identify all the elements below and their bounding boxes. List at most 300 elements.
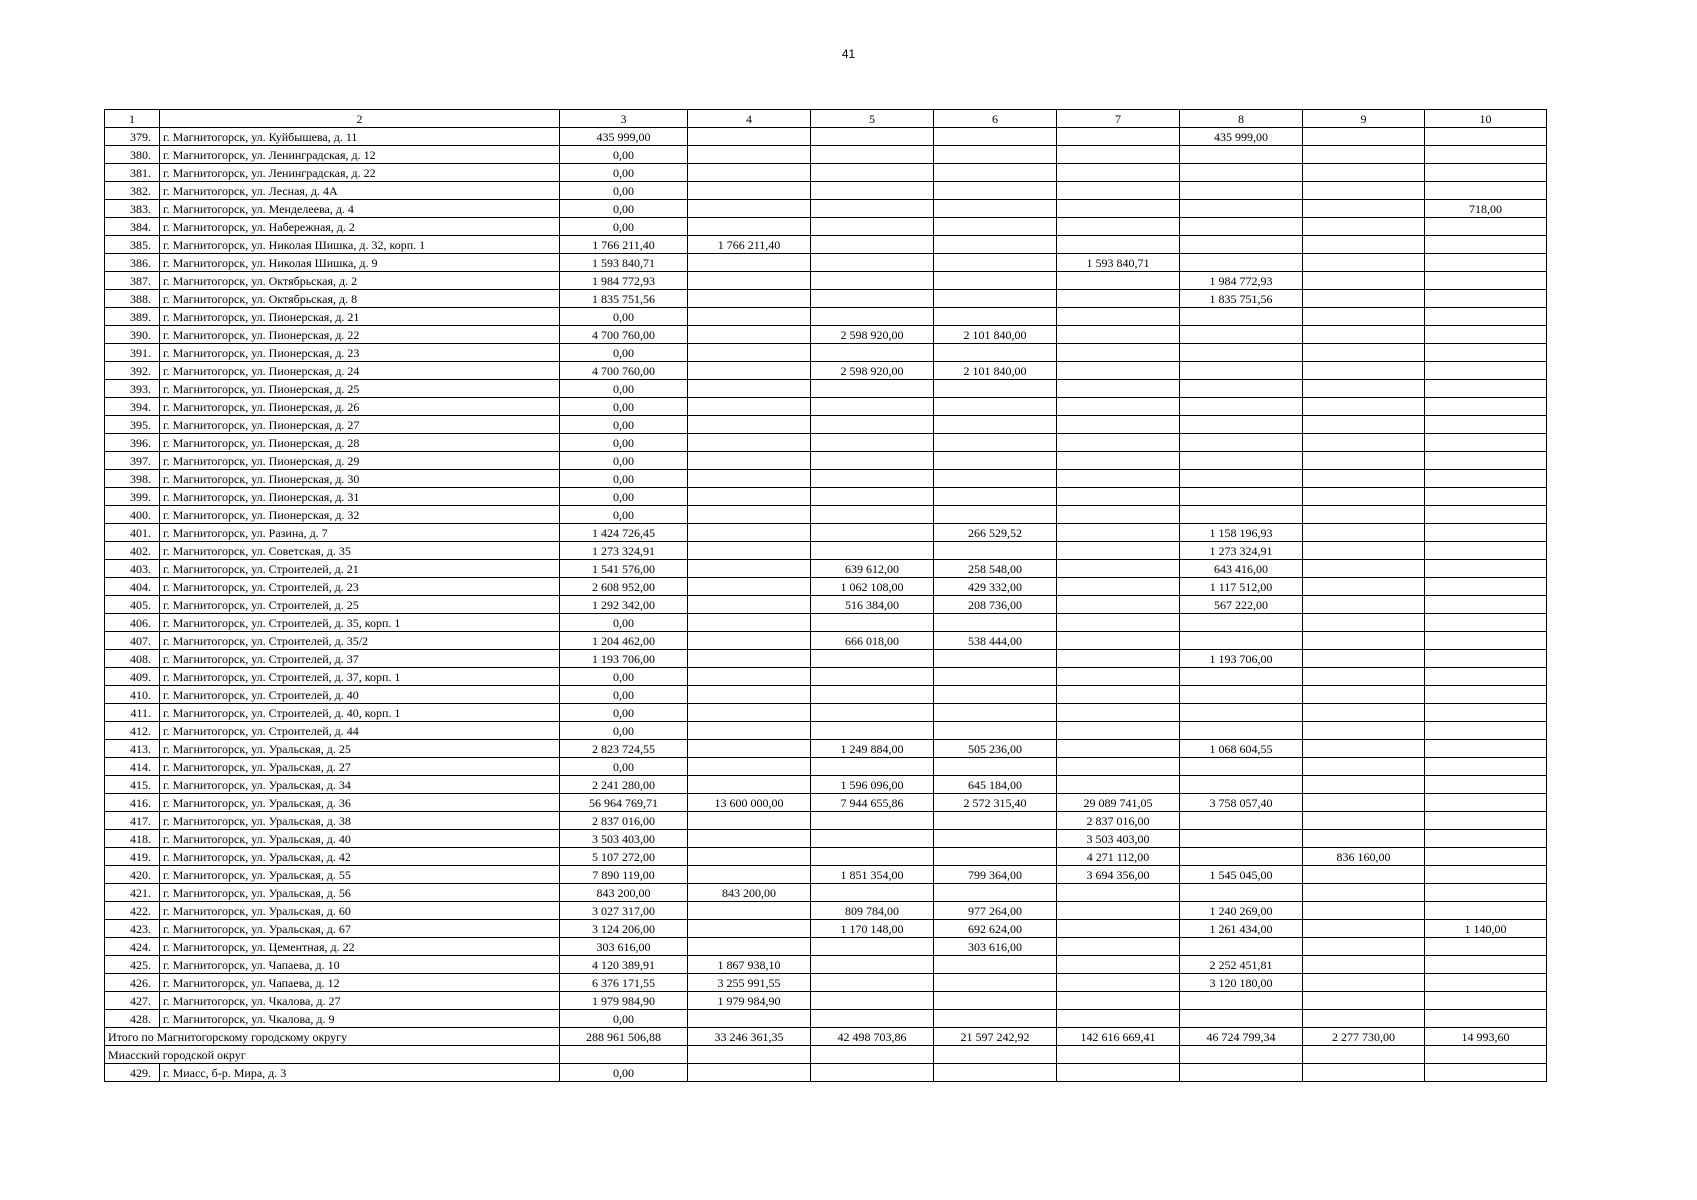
amount-cell bbox=[1057, 308, 1180, 326]
amount-cell: 2 572 315,40 bbox=[934, 794, 1057, 812]
amount-cell: 3 027 317,00 bbox=[560, 902, 688, 920]
table-row bbox=[105, 776, 1547, 794]
column-header: 6 bbox=[934, 110, 1057, 128]
amount-cell: 843 200,00 bbox=[688, 884, 811, 902]
amount-cell bbox=[1180, 614, 1303, 632]
amount-cell bbox=[934, 1010, 1057, 1028]
amount-cell bbox=[1425, 452, 1547, 470]
address-cell: г. Магнитогорск, ул. Строителей, д. 40 bbox=[160, 686, 560, 704]
row-number: 407. bbox=[105, 632, 160, 650]
amount-cell: 1 240 269,00 bbox=[1180, 902, 1303, 920]
amount-cell: 2 252 451,81 bbox=[1180, 956, 1303, 974]
amount-cell bbox=[1057, 578, 1180, 596]
total-amount-cell: 142 616 669,41 bbox=[1057, 1028, 1180, 1046]
amount-cell bbox=[934, 200, 1057, 218]
amount-cell bbox=[1057, 614, 1180, 632]
row-number: 424. bbox=[105, 938, 160, 956]
amount-cell: 1 766 211,40 bbox=[560, 236, 688, 254]
table-row bbox=[105, 506, 1547, 524]
row-number: 408. bbox=[105, 650, 160, 668]
amount-cell: 1 424 726,45 bbox=[560, 524, 688, 542]
amount-cell bbox=[1057, 920, 1180, 938]
amount-cell bbox=[934, 488, 1057, 506]
amount-cell bbox=[688, 362, 811, 380]
total-amount-cell: 46 724 799,34 bbox=[1180, 1028, 1303, 1046]
amount-cell bbox=[1180, 668, 1303, 686]
table-row bbox=[105, 974, 1547, 992]
amount-cell bbox=[1303, 542, 1425, 560]
amount-cell: 3 694 356,00 bbox=[1057, 866, 1180, 884]
row-number: 411. bbox=[105, 704, 160, 722]
table-row bbox=[105, 902, 1547, 920]
row-number: 412. bbox=[105, 722, 160, 740]
amount-cell bbox=[1057, 488, 1180, 506]
amount-cell bbox=[1425, 848, 1547, 866]
amount-cell bbox=[1303, 452, 1425, 470]
amount-cell: 1 204 462,00 bbox=[560, 632, 688, 650]
row-number: 429. bbox=[105, 1064, 160, 1082]
amount-cell: 538 444,00 bbox=[934, 632, 1057, 650]
column-header: 8 bbox=[1180, 110, 1303, 128]
amount-cell: 1 292 342,00 bbox=[560, 596, 688, 614]
amount-cell: 5 107 272,00 bbox=[560, 848, 688, 866]
amount-cell bbox=[934, 434, 1057, 452]
address-cell: г. Магнитогорск, ул. Цементная, д. 22 bbox=[160, 938, 560, 956]
amount-cell bbox=[688, 704, 811, 722]
table-row bbox=[105, 470, 1547, 488]
amount-cell bbox=[688, 200, 811, 218]
empty-cell bbox=[1057, 1046, 1180, 1064]
total-amount-cell: 14 993,60 bbox=[1425, 1028, 1547, 1046]
amount-cell: 0,00 bbox=[560, 614, 688, 632]
amount-cell: 0,00 bbox=[560, 182, 688, 200]
amount-cell bbox=[688, 488, 811, 506]
address-cell: г. Магнитогорск, ул. Уральская, д. 60 bbox=[160, 902, 560, 920]
amount-cell: 0,00 bbox=[560, 452, 688, 470]
amount-cell bbox=[934, 830, 1057, 848]
amount-cell: 0,00 bbox=[560, 686, 688, 704]
amount-cell bbox=[1057, 992, 1180, 1010]
amount-cell bbox=[811, 308, 934, 326]
amount-cell bbox=[1425, 344, 1547, 362]
amount-cell bbox=[811, 650, 934, 668]
amount-cell bbox=[1303, 686, 1425, 704]
amount-cell: 666 018,00 bbox=[811, 632, 934, 650]
total-amount-cell: 33 246 361,35 bbox=[688, 1028, 811, 1046]
amount-cell bbox=[811, 956, 934, 974]
address-cell: г. Магнитогорск, ул. Николая Шишка, д. 32, корп. 1 bbox=[160, 236, 560, 254]
amount-cell bbox=[1057, 758, 1180, 776]
row-number: 395. bbox=[105, 416, 160, 434]
amount-cell bbox=[1180, 254, 1303, 272]
row-number: 423. bbox=[105, 920, 160, 938]
amount-cell bbox=[1425, 956, 1547, 974]
amount-cell bbox=[811, 722, 934, 740]
amount-cell bbox=[934, 416, 1057, 434]
column-header: 4 bbox=[688, 110, 811, 128]
amount-cell bbox=[688, 506, 811, 524]
row-number: 398. bbox=[105, 470, 160, 488]
amount-cell bbox=[1425, 272, 1547, 290]
amount-cell bbox=[811, 812, 934, 830]
amount-cell: 1 062 108,00 bbox=[811, 578, 934, 596]
amount-cell bbox=[1303, 182, 1425, 200]
amount-cell bbox=[1057, 452, 1180, 470]
amount-cell bbox=[934, 470, 1057, 488]
amount-cell bbox=[688, 218, 811, 236]
amount-cell bbox=[811, 488, 934, 506]
row-number: 387. bbox=[105, 272, 160, 290]
address-cell: г. Магнитогорск, ул. Ленинградская, д. 22 bbox=[160, 164, 560, 182]
amount-cell bbox=[934, 218, 1057, 236]
amount-cell: 3 124 206,00 bbox=[560, 920, 688, 938]
amount-cell bbox=[1057, 632, 1180, 650]
amount-cell bbox=[1057, 1064, 1180, 1082]
table-row bbox=[105, 488, 1547, 506]
row-number: 392. bbox=[105, 362, 160, 380]
amount-cell bbox=[1303, 776, 1425, 794]
amount-cell bbox=[1057, 686, 1180, 704]
amount-cell bbox=[688, 542, 811, 560]
amount-cell: 435 999,00 bbox=[560, 128, 688, 146]
amount-cell bbox=[1425, 830, 1547, 848]
table-row bbox=[105, 362, 1547, 380]
table-row bbox=[105, 830, 1547, 848]
amount-cell bbox=[1303, 902, 1425, 920]
amount-cell bbox=[934, 974, 1057, 992]
amount-cell bbox=[1303, 488, 1425, 506]
row-number: 419. bbox=[105, 848, 160, 866]
amount-cell bbox=[1303, 812, 1425, 830]
amount-cell: 266 529,52 bbox=[934, 524, 1057, 542]
amount-cell: 1 273 324,91 bbox=[1180, 542, 1303, 560]
amount-cell bbox=[811, 470, 934, 488]
amount-cell bbox=[1303, 560, 1425, 578]
amount-cell: 0,00 bbox=[560, 668, 688, 686]
amount-cell: 1 766 211,40 bbox=[688, 236, 811, 254]
amount-cell bbox=[688, 272, 811, 290]
amount-cell bbox=[1303, 884, 1425, 902]
amount-cell: 56 964 769,71 bbox=[560, 794, 688, 812]
address-cell: г. Магнитогорск, ул. Уральская, д. 67 bbox=[160, 920, 560, 938]
row-number: 416. bbox=[105, 794, 160, 812]
amount-cell bbox=[1303, 632, 1425, 650]
amount-cell bbox=[1057, 668, 1180, 686]
amount-cell: 4 700 760,00 bbox=[560, 362, 688, 380]
amount-cell: 1 117 512,00 bbox=[1180, 578, 1303, 596]
amount-cell bbox=[688, 344, 811, 362]
amount-cell bbox=[688, 722, 811, 740]
address-cell: г. Магнитогорск, ул. Николая Шишка, д. 9 bbox=[160, 254, 560, 272]
address-cell: г. Магнитогорск, ул. Пионерская, д. 23 bbox=[160, 344, 560, 362]
amount-cell bbox=[811, 254, 934, 272]
row-number: 383. bbox=[105, 200, 160, 218]
amount-cell bbox=[688, 938, 811, 956]
amount-cell bbox=[811, 506, 934, 524]
amount-cell bbox=[1057, 434, 1180, 452]
amount-cell: 0,00 bbox=[560, 758, 688, 776]
amount-cell bbox=[688, 470, 811, 488]
amount-cell: 258 548,00 bbox=[934, 560, 1057, 578]
address-cell: г. Магнитогорск, ул. Пионерская, д. 31 bbox=[160, 488, 560, 506]
amount-cell bbox=[1180, 344, 1303, 362]
amount-cell bbox=[811, 128, 934, 146]
amount-cell bbox=[688, 254, 811, 272]
table-row bbox=[105, 542, 1547, 560]
table-row bbox=[105, 416, 1547, 434]
amount-cell bbox=[688, 434, 811, 452]
amount-cell bbox=[811, 164, 934, 182]
empty-cell bbox=[934, 1046, 1057, 1064]
amount-cell: 1 545 045,00 bbox=[1180, 866, 1303, 884]
amount-cell bbox=[811, 1010, 934, 1028]
amount-cell bbox=[934, 128, 1057, 146]
amount-cell bbox=[1180, 830, 1303, 848]
table-row bbox=[105, 398, 1547, 416]
amount-cell bbox=[1425, 686, 1547, 704]
amount-cell: 2 598 920,00 bbox=[811, 326, 934, 344]
amount-cell bbox=[1180, 218, 1303, 236]
total-amount-cell: 288 961 506,88 bbox=[560, 1028, 688, 1046]
amount-cell bbox=[934, 614, 1057, 632]
row-number: 420. bbox=[105, 866, 160, 884]
amount-cell bbox=[811, 542, 934, 560]
amount-cell bbox=[1180, 758, 1303, 776]
amount-cell bbox=[1303, 416, 1425, 434]
empty-cell bbox=[1303, 1046, 1425, 1064]
amount-cell bbox=[934, 650, 1057, 668]
amount-cell bbox=[1303, 164, 1425, 182]
amount-cell bbox=[1303, 830, 1425, 848]
amount-cell: 1 273 324,91 bbox=[560, 542, 688, 560]
amount-cell bbox=[1425, 470, 1547, 488]
amount-cell bbox=[811, 614, 934, 632]
amount-cell bbox=[688, 596, 811, 614]
amount-cell bbox=[1057, 902, 1180, 920]
amount-cell bbox=[1057, 398, 1180, 416]
amount-cell bbox=[688, 164, 811, 182]
amount-cell bbox=[1180, 488, 1303, 506]
amount-cell bbox=[1057, 200, 1180, 218]
table-row bbox=[105, 272, 1547, 290]
amount-cell: 1 193 706,00 bbox=[1180, 650, 1303, 668]
amount-cell bbox=[1303, 668, 1425, 686]
total-amount-cell: 21 597 242,92 bbox=[934, 1028, 1057, 1046]
amount-cell bbox=[1057, 1010, 1180, 1028]
amount-cell bbox=[1425, 290, 1547, 308]
amount-cell bbox=[1057, 146, 1180, 164]
amount-cell bbox=[1303, 596, 1425, 614]
table-row bbox=[105, 740, 1547, 758]
amount-cell bbox=[1303, 272, 1425, 290]
amount-cell bbox=[811, 524, 934, 542]
amount-cell: 1 158 196,93 bbox=[1180, 524, 1303, 542]
amount-cell bbox=[811, 416, 934, 434]
empty-cell bbox=[560, 1046, 688, 1064]
amount-cell: 0,00 bbox=[560, 1010, 688, 1028]
amount-cell bbox=[1303, 362, 1425, 380]
table-row bbox=[105, 254, 1547, 272]
amount-cell bbox=[1425, 704, 1547, 722]
amount-cell bbox=[1303, 794, 1425, 812]
amount-cell bbox=[688, 560, 811, 578]
table-row bbox=[105, 992, 1547, 1010]
amount-cell bbox=[934, 848, 1057, 866]
amount-cell bbox=[1425, 398, 1547, 416]
row-number: 418. bbox=[105, 830, 160, 848]
amount-cell: 0,00 bbox=[560, 218, 688, 236]
amount-cell: 4 700 760,00 bbox=[560, 326, 688, 344]
amount-cell bbox=[934, 884, 1057, 902]
row-number: 379. bbox=[105, 128, 160, 146]
amount-cell bbox=[688, 866, 811, 884]
amount-cell: 692 624,00 bbox=[934, 920, 1057, 938]
row-number: 428. bbox=[105, 1010, 160, 1028]
amount-cell bbox=[1425, 416, 1547, 434]
table-row bbox=[105, 614, 1547, 632]
amount-cell: 2 241 280,00 bbox=[560, 776, 688, 794]
amount-cell bbox=[1425, 488, 1547, 506]
amount-cell bbox=[811, 200, 934, 218]
address-cell: г. Магнитогорск, ул. Строителей, д. 35/2 bbox=[160, 632, 560, 650]
amount-cell bbox=[1057, 884, 1180, 902]
amount-cell bbox=[1425, 218, 1547, 236]
amount-cell bbox=[688, 524, 811, 542]
amount-cell bbox=[1303, 344, 1425, 362]
amount-cell: 303 616,00 bbox=[934, 938, 1057, 956]
amount-cell bbox=[1180, 380, 1303, 398]
amount-cell bbox=[811, 398, 934, 416]
amount-cell bbox=[1057, 218, 1180, 236]
table-row bbox=[105, 218, 1547, 236]
amount-cell bbox=[1180, 236, 1303, 254]
amount-cell bbox=[1425, 560, 1547, 578]
amount-cell bbox=[1057, 938, 1180, 956]
total-row bbox=[105, 1028, 1547, 1046]
amount-cell bbox=[688, 146, 811, 164]
amount-cell bbox=[934, 812, 1057, 830]
amount-cell bbox=[811, 290, 934, 308]
address-cell: г. Магнитогорск, ул. Набережная, д. 2 bbox=[160, 218, 560, 236]
data-table bbox=[104, 109, 1547, 1082]
row-number: 406. bbox=[105, 614, 160, 632]
amount-cell bbox=[811, 146, 934, 164]
address-cell: г. Магнитогорск, ул. Уральская, д. 27 bbox=[160, 758, 560, 776]
row-number: 415. bbox=[105, 776, 160, 794]
amount-cell bbox=[1303, 128, 1425, 146]
amount-cell bbox=[1425, 884, 1547, 902]
amount-cell: 1 170 148,00 bbox=[811, 920, 934, 938]
amount-cell: 1 867 938,10 bbox=[688, 956, 811, 974]
amount-cell bbox=[1425, 722, 1547, 740]
amount-cell: 1 593 840,71 bbox=[560, 254, 688, 272]
amount-cell bbox=[1425, 596, 1547, 614]
amount-cell bbox=[1303, 722, 1425, 740]
amount-cell bbox=[1180, 938, 1303, 956]
amount-cell bbox=[1425, 380, 1547, 398]
amount-cell bbox=[934, 722, 1057, 740]
amount-cell bbox=[1425, 578, 1547, 596]
row-number: 421. bbox=[105, 884, 160, 902]
row-number: 388. bbox=[105, 290, 160, 308]
row-number: 402. bbox=[105, 542, 160, 560]
amount-cell bbox=[1303, 470, 1425, 488]
amount-cell: 718,00 bbox=[1425, 200, 1547, 218]
table-row bbox=[105, 632, 1547, 650]
amount-cell bbox=[688, 686, 811, 704]
amount-cell bbox=[1057, 272, 1180, 290]
row-number: 397. bbox=[105, 452, 160, 470]
address-cell: г. Магнитогорск, ул. Пионерская, д. 26 bbox=[160, 398, 560, 416]
amount-cell: 567 222,00 bbox=[1180, 596, 1303, 614]
amount-cell bbox=[1180, 434, 1303, 452]
amount-cell bbox=[1425, 326, 1547, 344]
address-cell: г. Магнитогорск, ул. Уральская, д. 34 bbox=[160, 776, 560, 794]
amount-cell bbox=[811, 182, 934, 200]
table-row bbox=[105, 344, 1547, 362]
amount-cell bbox=[1303, 236, 1425, 254]
amount-cell: 1 541 576,00 bbox=[560, 560, 688, 578]
amount-cell bbox=[934, 398, 1057, 416]
amount-cell: 2 823 724,55 bbox=[560, 740, 688, 758]
amount-cell bbox=[688, 578, 811, 596]
amount-cell: 429 332,00 bbox=[934, 578, 1057, 596]
amount-cell bbox=[1425, 308, 1547, 326]
address-cell: г. Магнитогорск, ул. Пионерская, д. 29 bbox=[160, 452, 560, 470]
amount-cell bbox=[1303, 920, 1425, 938]
amount-cell bbox=[1180, 1064, 1303, 1082]
amount-cell bbox=[1180, 776, 1303, 794]
amount-cell bbox=[811, 434, 934, 452]
amount-cell: 1 593 840,71 bbox=[1057, 254, 1180, 272]
amount-cell bbox=[1425, 1010, 1547, 1028]
amount-cell bbox=[1180, 308, 1303, 326]
row-number: 422. bbox=[105, 902, 160, 920]
address-cell: г. Магнитогорск, ул. Чапаева, д. 10 bbox=[160, 956, 560, 974]
address-cell: г. Магнитогорск, ул. Октябрьская, д. 2 bbox=[160, 272, 560, 290]
amount-cell: 0,00 bbox=[560, 722, 688, 740]
amount-cell bbox=[1180, 686, 1303, 704]
amount-cell: 0,00 bbox=[560, 380, 688, 398]
amount-cell bbox=[1303, 290, 1425, 308]
amount-cell bbox=[934, 704, 1057, 722]
amount-cell bbox=[1303, 974, 1425, 992]
amount-cell: 2 598 920,00 bbox=[811, 362, 934, 380]
amount-cell: 7 890 119,00 bbox=[560, 866, 688, 884]
row-number: 393. bbox=[105, 380, 160, 398]
amount-cell bbox=[1303, 524, 1425, 542]
column-header: 7 bbox=[1057, 110, 1180, 128]
row-number: 386. bbox=[105, 254, 160, 272]
address-cell: г. Магнитогорск, ул. Уральская, д. 25 bbox=[160, 740, 560, 758]
row-number: 399. bbox=[105, 488, 160, 506]
amount-cell bbox=[1057, 956, 1180, 974]
amount-cell bbox=[1180, 992, 1303, 1010]
amount-cell: 435 999,00 bbox=[1180, 128, 1303, 146]
amount-cell bbox=[1425, 524, 1547, 542]
address-cell: г. Магнитогорск, ул. Чкалова, д. 27 bbox=[160, 992, 560, 1010]
amount-cell bbox=[1303, 740, 1425, 758]
table-row bbox=[105, 920, 1547, 938]
address-cell: г. Магнитогорск, ул. Строителей, д. 23 bbox=[160, 578, 560, 596]
amount-cell bbox=[1057, 974, 1180, 992]
header-row bbox=[105, 110, 1547, 128]
row-number: 384. bbox=[105, 218, 160, 236]
row-number: 417. bbox=[105, 812, 160, 830]
table-row bbox=[105, 164, 1547, 182]
row-number: 403. bbox=[105, 560, 160, 578]
amount-cell bbox=[688, 830, 811, 848]
